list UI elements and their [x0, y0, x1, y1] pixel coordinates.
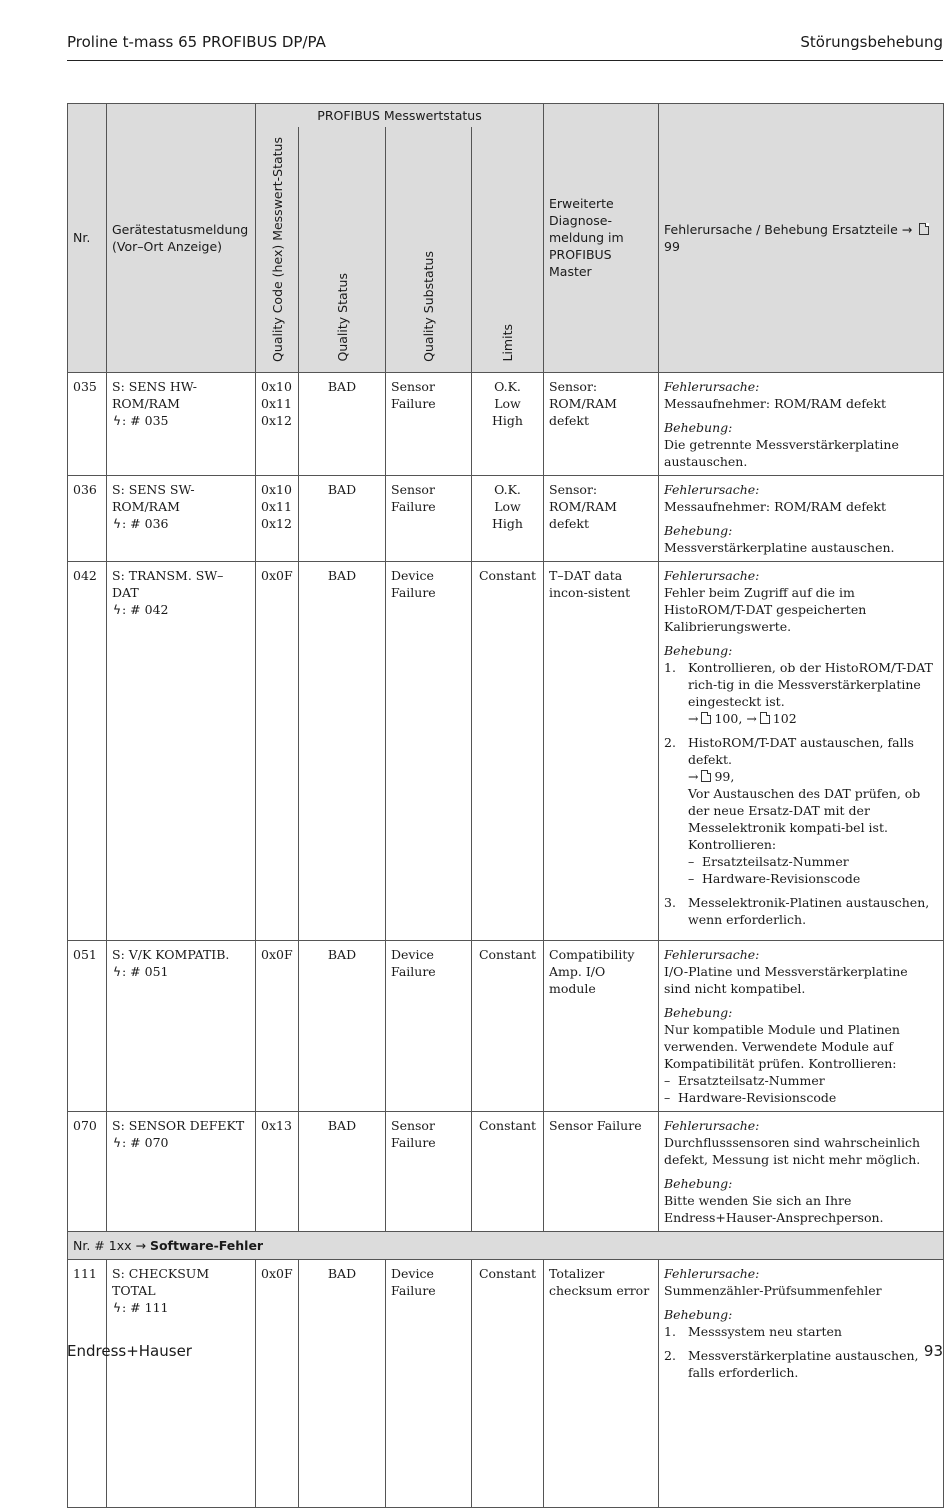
table-row: [68, 372, 944, 475]
col-message: Gerätestatusmeldung (Vor–Ort Anzeige): [107, 104, 256, 373]
row-cause: Fehlerursache: Summenzähler-Prüfsummenfehler Behebung: 1. Messsystem neu starten 2. Messverstärkerplatine austauschen, falls erforderlich.: [659, 1259, 944, 1507]
lightning-icon: ϟ: [112, 515, 122, 531]
lightning-icon: ϟ: [112, 1299, 122, 1315]
row-message: S: SENS HW-ROM/RAM ϟ: # 035: [107, 372, 256, 475]
page-icon: [701, 770, 711, 782]
row-nr: 051: [68, 940, 107, 1111]
header-title: Proline t-mass 65 PROFIBUS DP/PA: [67, 33, 326, 51]
col-nr: Nr.: [68, 104, 107, 373]
col-quality-status: Quality Status: [299, 127, 386, 372]
list-item: 2. HistoROM/T-DAT austauschen, falls defekt. → 99, Vor Austauschen des DAT prüfen, ob der neue Ersatz-DAT mit der Messelektronik kompati-bel ist. Kontrollieren: – Ersatzteilsatz-Nummer – Hardware-Revisionscode: [664, 734, 938, 887]
row-nr: 035: [68, 372, 107, 475]
row-status: BAD: [299, 1259, 386, 1507]
row-code: 0x0F: [256, 1259, 299, 1507]
table-row: [68, 475, 944, 561]
row-limits: O.K. Low High: [472, 475, 544, 561]
row-limits: Constant: [472, 940, 544, 1111]
list-item: 1. Kontrollieren, ob der HistoROM/T-DAT rich-tig in die Messverstärkerplatine eingesteckt ist. → 100, → 102: [664, 659, 933, 726]
page-number: 93: [923, 1342, 943, 1360]
row-diagnosis: Compatibility Amp. I/O module: [544, 940, 659, 1111]
row-code: 0x13: [256, 1111, 299, 1231]
col-quality-code: Quality Code (hex) Messwert-Status: [256, 127, 299, 372]
row-status: BAD: [299, 561, 386, 940]
row-nr: 070: [68, 1111, 107, 1231]
row-nr: 042: [68, 561, 107, 940]
row-status: BAD: [299, 1111, 386, 1231]
row-message: S: TRANSM. SW–DAT ϟ: # 042: [107, 561, 256, 940]
lightning-icon: ϟ: [112, 963, 122, 979]
section-title: Nr. # 1xx → Software-Fehler: [68, 1231, 944, 1259]
header-section: Störungsbehebung: [800, 33, 943, 51]
row-status: BAD: [299, 372, 386, 475]
lightning-icon: ϟ: [112, 412, 122, 428]
row-diagnosis: T–DAT data incon-sistent: [544, 561, 659, 940]
row-code: 0x10 0x11 0x12: [256, 475, 299, 561]
row-message: S: CHECKSUM TOTAL ϟ: # 111: [107, 1259, 256, 1507]
row-code: 0x0F: [256, 940, 299, 1111]
page-icon: [701, 712, 711, 724]
col-limits: Limits: [472, 127, 544, 372]
row-diagnosis: Sensor Failure: [544, 1111, 659, 1231]
col-diagnosis: Erweiterte Diagnose-meldung im PROFIBUS Master: [544, 104, 659, 373]
row-substatus: Device Failure: [386, 561, 472, 940]
section-row: [68, 1231, 944, 1259]
table-row: [68, 1259, 944, 1507]
row-diagnosis: Sensor: ROM/RAM defekt: [544, 475, 659, 561]
row-cause: Fehlerursache: Durchflusssensoren sind wahrscheinlich defekt, Messung ist nicht mehr möglich. Behebung: Bitte wenden Sie sich an Ihre Endress+Hauser-Ansprechperson.: [659, 1111, 944, 1231]
list-item: 1. Messsystem neu starten: [664, 1323, 842, 1339]
row-nr: 036: [68, 475, 107, 561]
row-message: S: SENSOR DEFEKT ϟ: # 070: [107, 1111, 256, 1231]
row-nr: 111: [68, 1259, 107, 1507]
list-item: 2. Messverstärkerplatine austauschen, falls erforderlich.: [664, 1347, 919, 1380]
row-diagnosis: Sensor: ROM/RAM defekt: [544, 372, 659, 475]
row-substatus: Sensor Failure: [386, 1111, 472, 1231]
row-cause: Fehlerursache: Messaufnehmer: ROM/RAM defekt Behebung: Messverstärkerplatine austauschen.: [659, 475, 944, 561]
remedy-steps: [664, 659, 938, 928]
row-diagnosis: Totalizer checksum error: [544, 1259, 659, 1507]
row-substatus: Device Failure: [386, 1259, 472, 1507]
lightning-icon: ϟ: [112, 1134, 122, 1150]
row-cause: Fehlerursache: Fehler beim Zugriff auf die im HistoROM/T-DAT gespeicherten Kalibrierungswerte. Behebung: 1. Kontrollieren, ob der HistoROM/T-DAT rich-tig in die Messverstärkerplatine eingesteckt ist. → 100, → 102 2. HistoROM/T-DAT austauschen, falls defekt. → 99, Vor Austauschen des DAT prüfen, ob der neue Ersatz-DAT mit der Messelektronik kompati-bel ist. Kontrollieren: – Ersatzteilsatz-Nummer – Hardware-Revisionscode 3. Messelektronik-Platinen austauschen, wenn erforderlich.: [659, 561, 944, 940]
row-substatus: Sensor Failure: [386, 475, 472, 561]
col-cause: Fehlerursache / Behebung Ersatzteile → 99: [659, 104, 944, 373]
page-icon: [919, 223, 929, 235]
row-limits: Constant: [472, 1259, 544, 1507]
col-quality-substatus: Quality Substatus: [386, 127, 472, 372]
row-code: 0x0F: [256, 561, 299, 940]
error-table: [67, 103, 944, 1508]
page-header: [67, 30, 943, 61]
table-row: [68, 1111, 944, 1231]
list-item: 3. Messelektronik-Platinen austauschen, wenn erforderlich.: [664, 894, 930, 927]
row-limits: O.K. Low High: [472, 372, 544, 475]
row-status: BAD: [299, 940, 386, 1111]
row-cause: Fehlerursache: Messaufnehmer: ROM/RAM defekt Behebung: Die getrennte Messverstärkerplatine austauschen.: [659, 372, 944, 475]
row-code: 0x10 0x11 0x12: [256, 372, 299, 475]
lightning-icon: ϟ: [112, 601, 122, 617]
table-row: [68, 561, 944, 940]
row-status: BAD: [299, 475, 386, 561]
row-cause: Fehlerursache: I/O-Platine und Messverstärkerplatine sind nicht kompatibel. Behebung: Nur kompatible Module und Platinen verwenden. Verwendete Module auf Kompatibilität prüfen. Kontrollieren: – Ersatzteilsatz-Nummer – Hardware-Revisionscode: [659, 940, 944, 1111]
row-message: S: V/K KOMPATIB. ϟ: # 051: [107, 940, 256, 1111]
remedy-steps: [664, 1323, 938, 1381]
row-message: S: SENS SW-ROM/RAM ϟ: # 036: [107, 475, 256, 561]
page-icon: [760, 712, 770, 724]
col-group-profibus: PROFIBUS Messwertstatus: [256, 104, 544, 128]
table-row: [68, 940, 944, 1111]
row-substatus: Device Failure: [386, 940, 472, 1111]
row-limits: Constant: [472, 561, 544, 940]
footer-brand: Endress+Hauser: [67, 1342, 192, 1360]
row-substatus: Sensor Failure: [386, 372, 472, 475]
row-limits: Constant: [472, 1111, 544, 1231]
